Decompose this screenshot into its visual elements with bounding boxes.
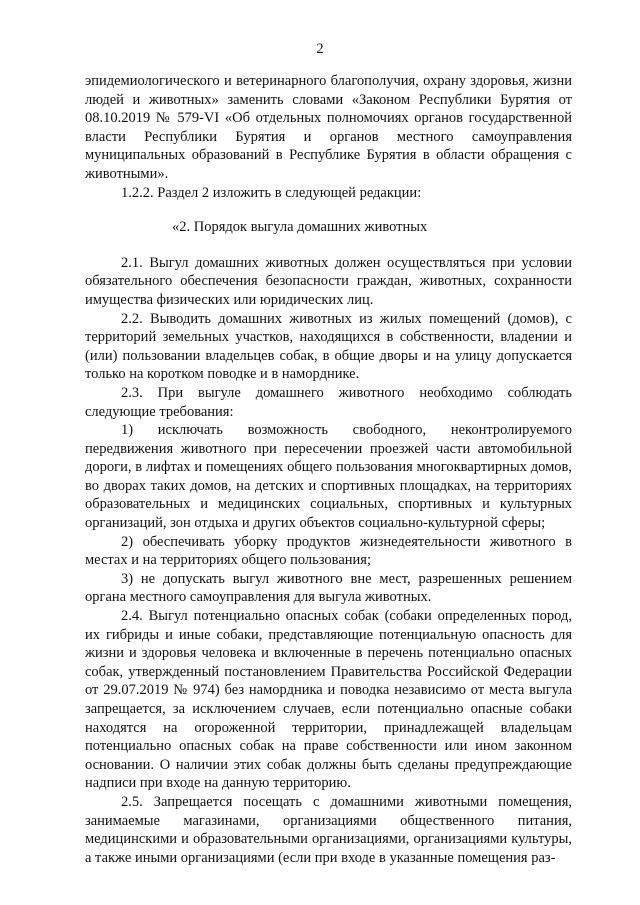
page-number: 2 xyxy=(316,41,324,57)
paragraph-intro-continuation: эпидемиологического и ветеринарного благополучия, охрану здоровья, жизни людей и животных» заменить словами «Законом Республики Бурятия от 08.10.2019 № 579-VI «Об отдельных полномочиях органов государственной власти Республики Бурятия и органов местного самоуправления муниципальных образований в Республике Бурятия в области обращения с животными». xyxy=(85,73,572,182)
section-heading: «2. Порядок выгула домашних животных xyxy=(172,219,428,236)
paragraph-2-2: 2.2. Выводить домашних животных из жилых помещений (домов), с территорий земельных участков, находящихся в собственности, владении и (или) пользовании владельцев собак, в общие дворы и на улицу допускается только на коротком поводке и в наморднике. xyxy=(85,310,572,383)
list-item-1: 1) исключать возможность свободного, неконтролируемого передвижения животного при пересечении проезжей части автомобильной дороги, в лифтах и помещениях общего пользования многоквартирных домов, во дворах таких домов, на детских и спортивных площадках, на территориях образовательных и медицинских социальных, спортивных и культурных организаций, зон отдыха и других объектов социально-культурной сферы; xyxy=(85,422,572,532)
paragraph-2-3: 2.3. При выгуле домашнего животного необходимо соблюдать следующие требования: xyxy=(85,384,572,420)
paragraph-1-2-2: 1.2.2. Раздел 2 изложить в следующей редакции: xyxy=(121,184,422,201)
document-body xyxy=(85,72,572,867)
list-item-3: 3) не допускать выгул животного вне мест, разрешенных решением органа местного самоуправления для выгула животных. xyxy=(85,570,572,606)
paragraph-2-4: 2.4. Выгул потенциально опасных собак (собаки определенных пород, их гибриды и иные собаки, представляющие потенциальную опасность для жизни и здоровья человека и включенные в перечень потенциально опасных собак, утвержденный постановлением Правительства Российской Федерации от 29.07.2019 № 974) без намордника и поводка независимо от места выгула запрещается, за исключением случаев, если потенциально опасные собаки находятся на огороженной территории, принадлежащей владельцам потенциально опасных собак на праве собственности или ином законном основании. О наличии этих собак должны быть сделаны предупреждающие надписи при входе на данную территорию. xyxy=(85,608,572,792)
paragraph-2-5: 2.5. Запрещается посещать с домашними животными помещения, занимаемые магазинами, организациями общественного питания, медицинскими и образовательными организациями, организациями культуры, а также иными организациями (если при входе в указанные помещения раз- xyxy=(85,793,572,866)
paragraph-2-1: 2.1. Выгул домашних животных должен осуществляться при условии обязательного обеспечения безопасности граждан, животных, сохранности имущества физических или юридических лиц. xyxy=(85,254,572,308)
list-item-2: 2) обеспечивать уборку продуктов жизнедеятельности животного в местах и на территориях общего пользования; xyxy=(85,533,572,569)
